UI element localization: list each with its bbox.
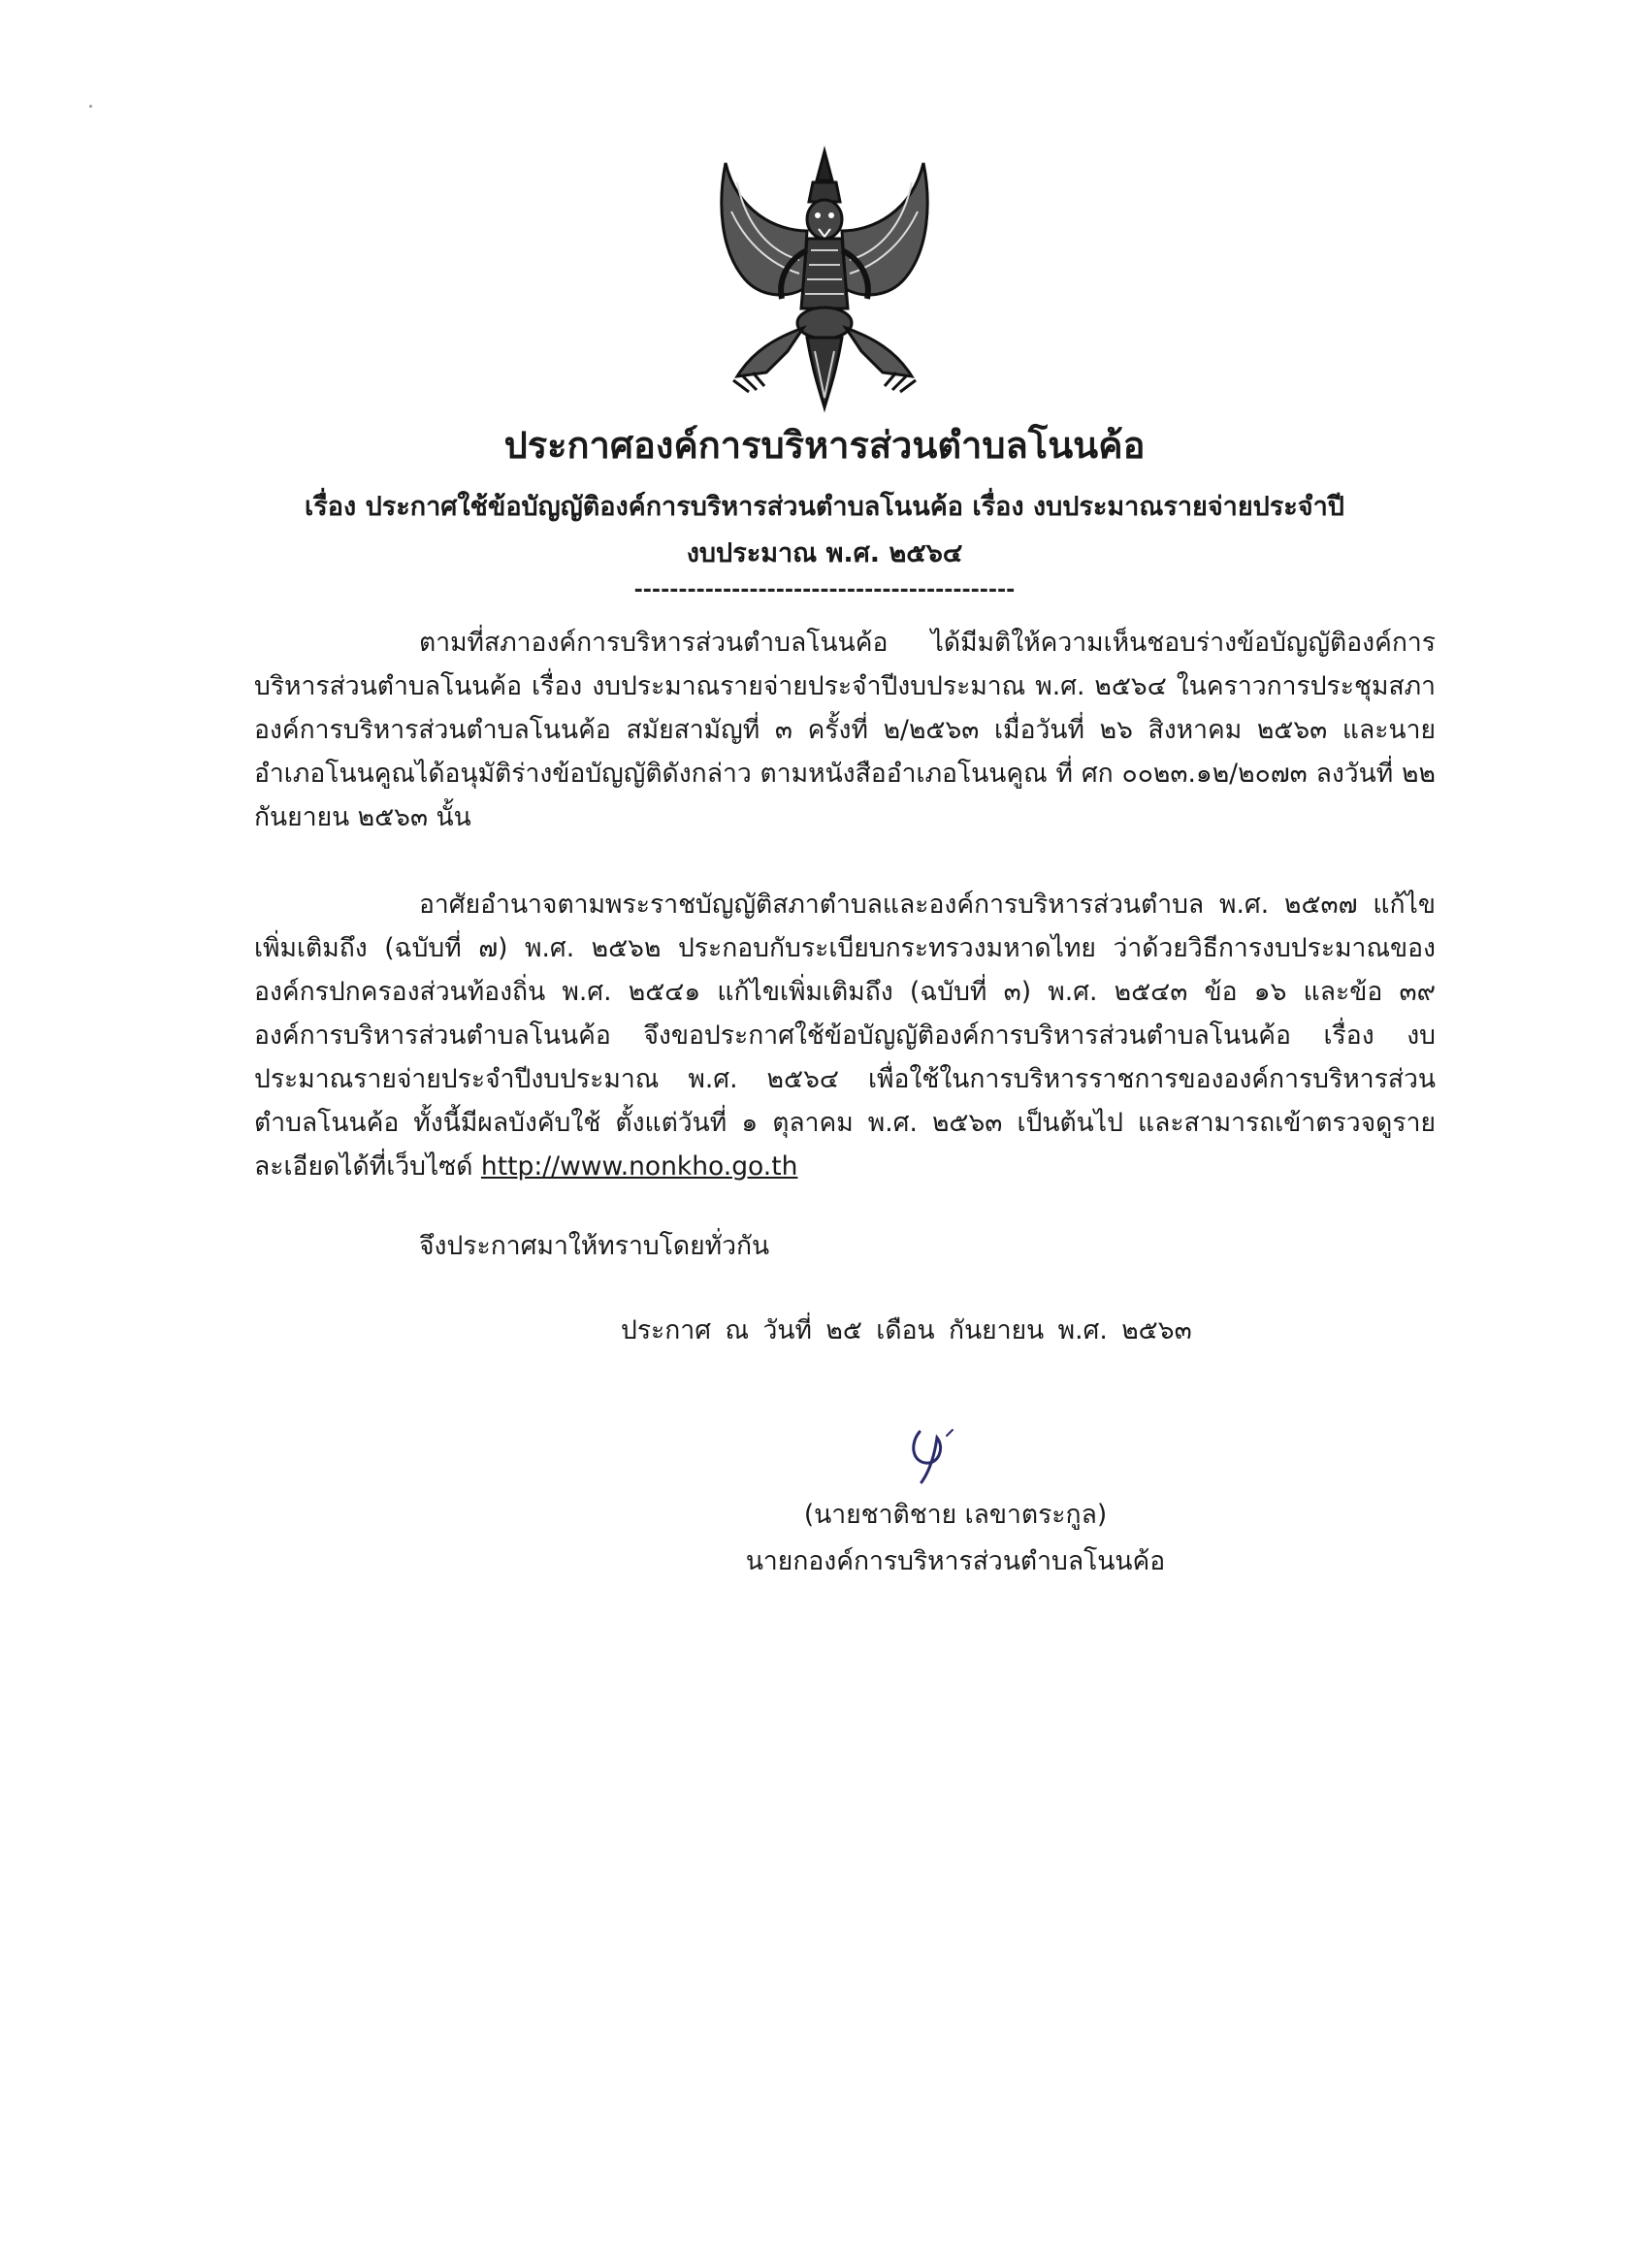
paragraph-3: จึงประกาศมาให้ทราบโดยทั่วกัน [419,1231,770,1261]
separator-rule: ------------------------------------------- [633,578,1016,602]
signer-title: นายกองค์การบริหารส่วนตำบลโนนค้อ [745,1546,1166,1576]
announcement-date: ประกาศ ณ วันที่ ๒๕ เดือน กันยายน พ.ศ. ๒๕๖๓ [621,1315,1192,1345]
paragraph-1: ตามที่สภาองค์การบริหารส่วนตำบลโนนค้อ ได้มีมติให้ความเห็นชอบร่างข้อบัญญัติองค์การบริหารส่วนตำบลโนนค้อ เรื่อง งบประมาณรายจ่ายประจำปีงบประมาณ พ.ศ. ๒๕๖๔ ในคราวการประชุมสภาองค์การบริหารส่วนตำบลโนนค้อ สมัยสามัญที่ ๓ ครั้งที่ ๒/๒๕๖๓ เมื่อวันที่ ๒๖ สิงหาคม ๒๕๖๓ และนายอำเภอโนนคูณได้อนุมัติร่างข้อบัญญัติดังกล่าว ตามหนังสืออำเภอโนนคูณ ที่ ศก ๐๐๒๓.๑๒/๒๐๗๓ ลงวันที่ ๒๒ กันยายน ๒๕๖๓ นั้น [254,628,1436,832]
paragraph-2 [254,883,1436,1188]
subject-line-1: เรื่อง ประกาศใช้ข้อบัญญัติองค์การบริหารส่วนตำบลโนนค้อ เรื่อง งบประมาณรายจ่ายประจำปี [305,492,1344,522]
garuda-emblem-icon [698,144,951,415]
subject-line-2: งบประมาณ พ.ศ. ๒๕๖๔ [686,538,963,568]
paragraph-2-text: อาศัยอำนาจตามพระราชบัญญัติสภาตำบลและองค์การบริหารส่วนตำบล พ.ศ. ๒๕๓๗ แก้ไขเพิ่มเติมถึง (ฉบับที่ ๗) พ.ศ. ๒๕๖๒ ประกอบกับระเบียบกระทรวงมหาดไทย ว่าด้วยวิธีการงบประมาณขององค์กรปกครองส่วนท้องถิ่น พ.ศ. ๒๕๔๑ แก้ไขเพิ่มเติมถึง (ฉบับที่ ๓) พ.ศ. ๒๕๔๓ ข้อ ๑๖ และข้อ ๓๙ องค์การบริหารส่วนตำบลโนนค้อ จึงขอประกาศใช้ข้อบัญญัติองค์การบริหารส่วนตำบลโนนค้อ เรื่อง งบประมาณรายจ่ายประจำปีงบประมาณ พ.ศ. ๒๕๖๔ เพื่อใช้ในการบริหารราชการขององค์การบริหารส่วนตำบลโนนค้อ ทั้งนี้มีผลบังคับใช้ ตั้งแต่วันที่ ๑ ตุลาคม พ.ศ. ๒๕๖๓ เป็นต้นไป และสามารถเข้าตรวจดูรายละเอียดได้ที่เว็บไซด์ [254,890,1436,1182]
signer-name: (นายชาติชาย เลขาตระกูล) [803,1500,1108,1530]
handwritten-signature [902,1422,980,1490]
announcement-title: ประกาศองค์การบริหารส่วนตำบลโนนค้อ [503,424,1146,467]
website-link[interactable]: http://www.nonkho.go.th [480,1151,798,1182]
scan-speck [89,105,92,108]
